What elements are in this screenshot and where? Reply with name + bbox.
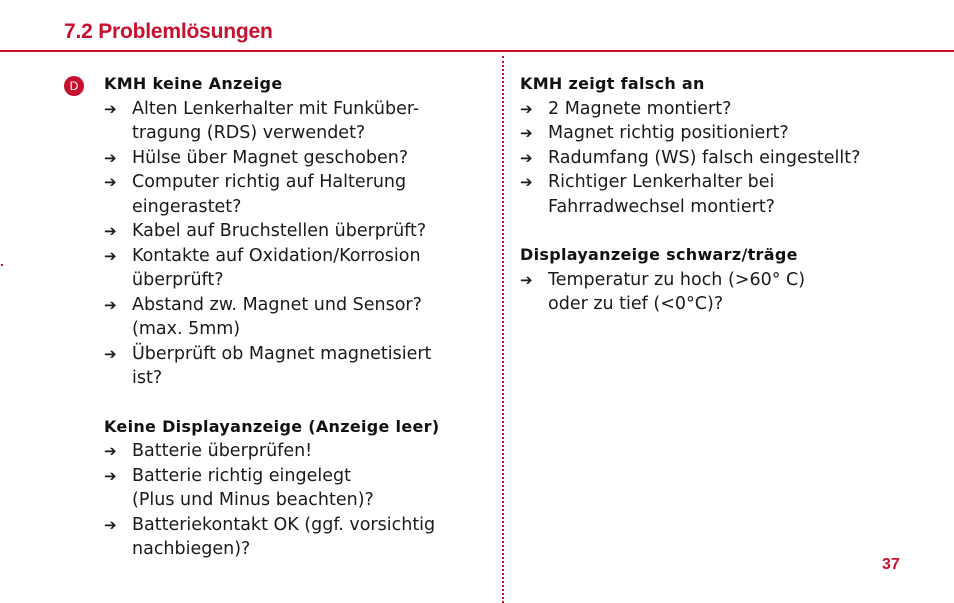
arrow-right-icon: ➔ xyxy=(104,344,117,363)
arrow-right-icon: ➔ xyxy=(104,99,117,118)
checklist-item xyxy=(520,268,940,317)
checklist-item-text: Alten Lenkerhalter mit Funküber- tragung (RDS) verwendet? xyxy=(132,98,420,143)
arrow-right-icon: ➔ xyxy=(104,466,117,485)
checklist-item-text: Richtiger Lenkerhalter bei Fahrradwechsel montiert? xyxy=(548,172,775,217)
problem-block xyxy=(104,415,494,562)
checklist-item-text: Temperatur zu hoch (>60° C) oder zu tief (<0°C)? xyxy=(548,269,806,314)
checklist-item xyxy=(520,146,940,171)
checklist-item xyxy=(104,244,494,293)
checklist-item-text: Batterie überprüfen! xyxy=(132,441,313,461)
problem-heading: Keine Displayanzeige (Anzeige leer) xyxy=(104,416,440,436)
checklist-item-text: 2 Magnete montiert? xyxy=(548,98,732,119)
checklist-item-text: Überprüft ob Magnet magnetisiert ist? xyxy=(132,343,432,388)
checklist-item-text: Computer richtig auf Halterung eingerastet? xyxy=(132,172,407,217)
checklist xyxy=(104,97,494,391)
checklist-item-text: Abstand zw. Magnet und Sensor? (max. 5mm) xyxy=(132,294,422,339)
checklist-item xyxy=(104,513,494,562)
header-rule xyxy=(0,50,954,52)
checklist-item xyxy=(104,439,494,464)
problem-block xyxy=(520,72,940,219)
right-column xyxy=(520,72,940,341)
arrow-right-icon: ➔ xyxy=(104,295,117,314)
checklist-item xyxy=(104,293,494,342)
checklist xyxy=(520,97,940,220)
checklist-item-text: Batteriekontakt OK (ggf. vorsichtig nachbiegen)? xyxy=(132,514,436,559)
language-badge: D xyxy=(64,76,84,96)
checklist xyxy=(104,439,494,562)
arrow-right-icon: ➔ xyxy=(104,442,117,460)
checklist xyxy=(520,268,940,317)
left-column xyxy=(104,72,494,586)
checklist-item xyxy=(520,121,940,146)
problem-heading: Displayanzeige schwarz/träge xyxy=(520,245,798,264)
checklist-item xyxy=(104,464,494,513)
arrow-right-icon: ➔ xyxy=(104,246,117,265)
problem-heading: KMH keine Anzeige xyxy=(104,74,283,93)
arrow-right-icon: ➔ xyxy=(520,173,533,191)
page-number: 37 xyxy=(882,556,900,573)
checklist-item-text: Magnet richtig positioniert? xyxy=(548,123,789,143)
checklist-item-text: Kontakte auf Oxidation/Korrosion überprüft? xyxy=(132,245,421,290)
column-divider xyxy=(502,56,504,603)
arrow-right-icon: ➔ xyxy=(520,124,533,142)
problem-block xyxy=(520,243,940,317)
checklist-item-text: Hülse über Magnet geschoben? xyxy=(132,147,409,168)
checklist-item xyxy=(520,170,940,219)
checklist-item xyxy=(520,97,940,122)
checklist-item-text: Batterie richtig eingelegt (Plus und Minus beachten)? xyxy=(132,465,374,510)
section-title: 7.2 Problemlösungen xyxy=(64,20,273,43)
arrow-right-icon: ➔ xyxy=(104,148,117,167)
arrow-right-icon: ➔ xyxy=(520,148,533,167)
arrow-right-icon: ➔ xyxy=(520,99,533,118)
checklist-item-text: Kabel auf Bruchstellen überprüft? xyxy=(132,221,427,241)
problem-block xyxy=(104,72,494,391)
checklist-item xyxy=(104,146,494,171)
margin-mark xyxy=(1,264,3,266)
arrow-right-icon: ➔ xyxy=(104,222,117,240)
checklist-item xyxy=(104,219,494,244)
checklist-item xyxy=(104,342,494,391)
checklist-item xyxy=(104,97,494,146)
arrow-right-icon: ➔ xyxy=(104,515,117,534)
checklist-item-text: Radumfang (WS) falsch eingestellt? xyxy=(548,147,861,168)
arrow-right-icon: ➔ xyxy=(104,173,117,191)
problem-heading: KMH zeigt falsch an xyxy=(520,74,705,93)
arrow-right-icon: ➔ xyxy=(520,270,533,289)
checklist-item xyxy=(104,170,494,219)
